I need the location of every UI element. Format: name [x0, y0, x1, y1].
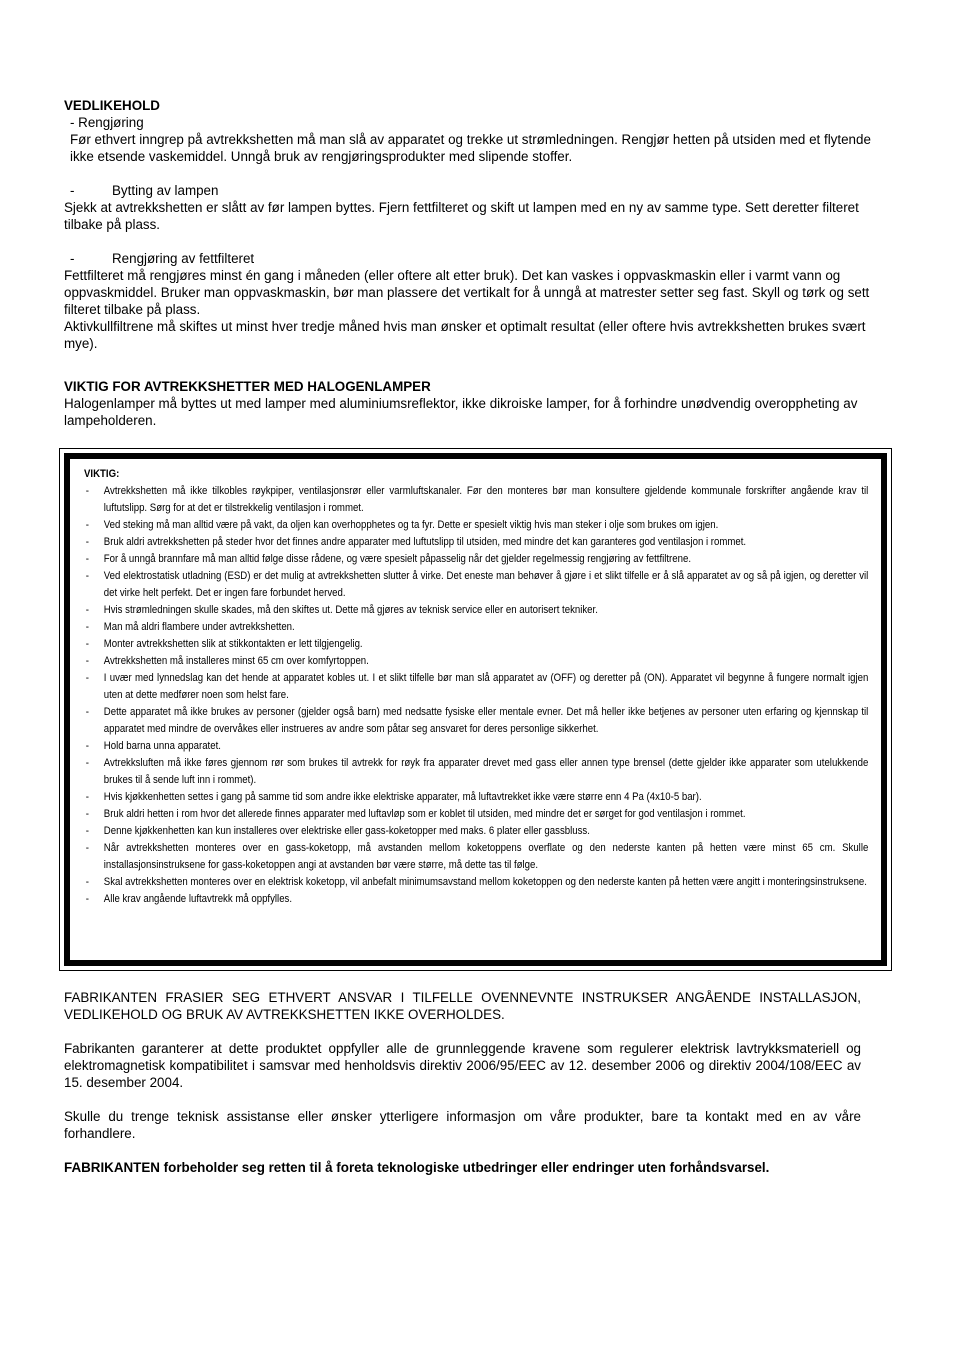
- warning-item: - Man må aldri flambere under avtrekkshetten.: [84, 619, 868, 636]
- filter-text-2: Aktivkullfiltrene må skiftes ut minst hver tredje måned hvis man ønsker et optimalt resultat (eller oftere hvis avtrekkshetten brukes svært mye).: [64, 319, 866, 351]
- maintenance-heading: VEDLIKEHOLD: [64, 98, 160, 113]
- spacer: [64, 233, 888, 250]
- spacer: [64, 1023, 861, 1040]
- rights-text: FABRIKANTEN forbeholder seg retten til å foreta teknologiske utbedringer eller endringer uten forhåndsvarsel.: [64, 1160, 770, 1175]
- warning-item: - Når avtrekkshetten monteres over en gass-koketopp, må avstanden mellom koketoppens overflate og den nederste kanten på hetten være minst 65 cm. Skulle installasjonsinstruksene for gass-koketoppen angi at avstanden bør være større, må dette tas til følge.: [84, 840, 868, 874]
- spacer: [64, 1142, 861, 1159]
- lamp-title-row: [64, 182, 888, 199]
- maintenance-section: [64, 97, 888, 352]
- lamp-title: Bytting av lampen: [112, 183, 219, 198]
- warning-item: - Bruk aldri avtrekkshetten på steder hvor det finnes andre apparater med luftutslipp til utsiden, med mindre det kan garanteres god ventilasjon i rommet.: [84, 534, 868, 551]
- warning-item: - Ved elektrostatisk utladning (ESD) er det mulig at avtrekkshetten slutter å virke. Det eneste man behøver å gjøre i et slikt tilfelle er å slå apparatet av og så på igjen, og deretter vil det virke helt perfekt. Det er ingen fare forbundet herved.: [84, 568, 868, 602]
- filter-title: Rengjøring av fettfilteret: [112, 251, 255, 266]
- lamp-dash: -: [70, 183, 75, 198]
- cleaning-text: Før ethvert inngrep på avtrekkshetten må man slå av apparatet og trekke ut strømledningen. Rengjør hetten på utsiden med et flytende ikke etsende vaskemiddel. Unngå bruk av rengjøringsprodukter med slipende stoffer.: [70, 132, 871, 164]
- warning-item: - Avtrekksluften må ikke føres gjennom rør som brukes til avtrekk for røyk fra apparater drevet med gass eller annen type brensel (dette gjelder ikke apparater som utelukkende brukes til å sende luft inn i rommet).: [84, 755, 868, 789]
- warning-item: - Denne kjøkkenhetten kan kun installeres over elektriske eller gass-koketopper med maks. 6 plater eller gassbluss.: [84, 823, 868, 840]
- footer-section: [64, 989, 861, 1176]
- warning-item: - I uvær med lynnedslag kan det hende at apparatet kobles ut. I et slikt tilfelle bør man slå apparatet av (OFF) og deretter på (ON). Apparatet vil begynne å fungere normalt igjen uten at dette medfører noen som helst fare.: [84, 670, 868, 704]
- warning-item: - Skal avtrekkshetten monteres over en elektrisk koketopp, vil anbefalt minimumsavstand mellom koketoppen og den nederste kanten på hetten være angitt i monteringsinstruksene.: [84, 874, 868, 891]
- filter-text-1: Fettfilteret må rengjøres minst én gang i måneden (eller oftere alt etter bruk). Det kan vaskes i oppvaskmaskin eller i varmt vann og oppvaskmiddel. Bruker man oppvaskmaskin, bør man plassere det vertikalt for å unngå at matrester setter seg fast. Skyll og tørk og sett filteret tilbake på plass.: [64, 268, 870, 317]
- warning-item: - Hvis strømledningen skulle skades, må den skiftes ut. Dette må gjøres av teknisk service eller en autorisert tekniker.: [84, 602, 868, 619]
- lamp-text: Sjekk at avtrekkshetten er slått av før lampen byttes. Fjern fettfilteret og skift ut lampen med en ny av samme type. Sett deretter filteret tilbake på plass.: [64, 200, 859, 232]
- spacer: [64, 1091, 861, 1108]
- halogen-section: [64, 378, 888, 429]
- warning-item: - Avtrekkshetten må ikke tilkobles røykpiper, ventilasjonsrør eller varmluftskanaler. Før den monteres bør man konsultere gjeldende kommunale forskrifter angående krav til luftutslipp. Sørg for at det er tilstrekkelig ventilasjon i rommet.: [84, 483, 868, 517]
- warning-item: - Hvis kjøkkenhetten settes i gang på samme tid som andre ikke elektriske apparater, må luftavtrekket ikke være større enn 4 Pa (4x10-5 bar).: [84, 789, 868, 806]
- halogen-heading: VIKTIG FOR AVTREKKSHETTER MED HALOGENLAMPER: [64, 379, 431, 394]
- warning-item: - For å unngå brannfare må man alltid følge disse rådene, og være spesielt påpasselig når det gjelder regelmessig rengjøring av fettfiltrene.: [84, 551, 868, 568]
- warning-title: VIKTIG:: [84, 468, 120, 480]
- warning-item: - Alle krav angående luftavtrekk må oppfylles.: [84, 891, 868, 908]
- cleaning-title: - Rengjøring: [70, 115, 144, 130]
- warning-item: - Avtrekkshetten må installeres minst 65 cm over komfyrtoppen.: [84, 653, 868, 670]
- warning-item: - Bruk aldri hetten i rom hvor det allerede finnes apparater med luftavløp som er koblet til utsiden, med mindre det er sørget for god ventilasjon i rommet.: [84, 806, 868, 823]
- compliance-text: Fabrikanten garanterer at dette produktet oppfyller alle de grunnleggende kravene som regulerer elektrisk lavtrykksmateriell og elektromagnetisk kompatibilitet i samsvar med henholdsvis direktiv 2006/95/EEC av 12. desember 2006 og direktiv 2004/108/EEC av 15. desember 2004.: [64, 1041, 861, 1090]
- warning-list: [84, 483, 868, 908]
- halogen-text: Halogenlamper må byttes ut med lamper med aluminiumsreflektor, ikke dikroiske lamper, for å forhindre unødvendig overoppheting av lampeholderen.: [64, 396, 858, 428]
- disclaimer-text: FABRIKANTEN FRASIER SEG ETHVERT ANSVAR I TILFELLE OVENNEVNTE INSTRUKSER ANGÅENDE INSTALLASJON, VEDLIKEHOLD OG BRUK AV AVTREKKSHETTEN IKKE OVERHOLDES.: [64, 990, 861, 1022]
- warning-item: - Monter avtrekkshetten slik at stikkontakten er lett tilgjengelig.: [84, 636, 868, 653]
- warning-box-content: [84, 466, 868, 908]
- spacer: [64, 165, 888, 182]
- assistance-text: Skulle du trenge teknisk assistanse eller ønsker ytterligere informasjon om våre produkter, bare ta kontakt med en av våre forhandlere.: [64, 1109, 861, 1141]
- warning-item: - Hold barna unna apparatet.: [84, 738, 868, 755]
- filter-title-row: [64, 250, 888, 267]
- warning-item: - Dette apparatet må ikke brukes av personer (gjelder også barn) med nedsatte fysiske eller mentale evner. Det må heller ikke betjenes av personer uten erfaring og kjennskap til apparatet med mindre de overvåkes eller instrueres av andre som påtar seg ansvaret for deres personlige sikkerhet.: [84, 704, 868, 738]
- filter-dash: -: [70, 251, 75, 266]
- warning-item: - Ved steking må man alltid være på vakt, da oljen kan overhopphetes og ta fyr. Dette er spesielt viktig hvis man steker i olje som brukes om igjen.: [84, 517, 868, 534]
